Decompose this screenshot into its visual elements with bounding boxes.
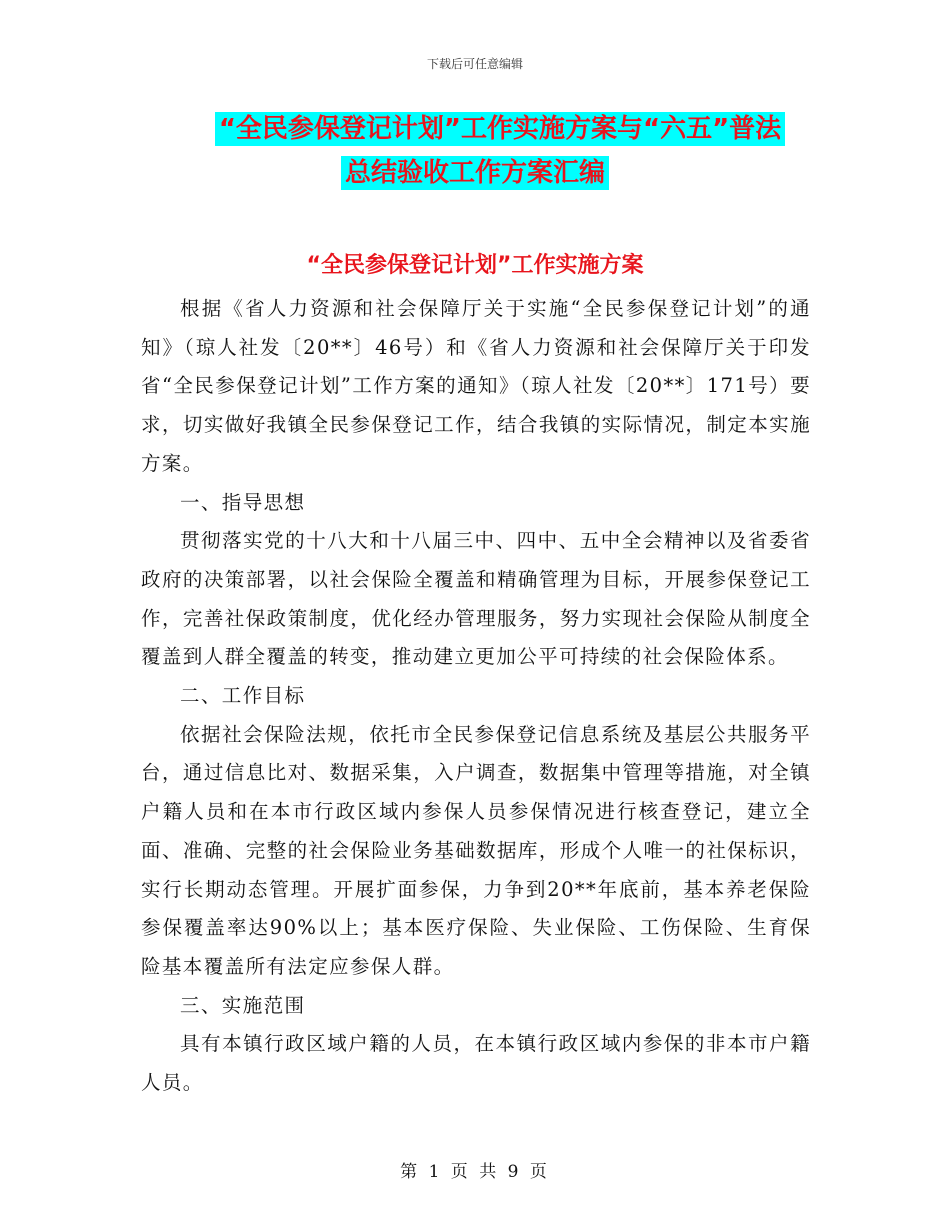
paragraph-scope: 具有本镇行政区域户籍的人员，在本镇行政区域内参保的非本市户籍人员。 xyxy=(141,1032,811,1095)
document-title-line-1 xyxy=(150,112,850,146)
title-highlight-1: “全民参保登记计划”工作实施方案与“六五”普法 xyxy=(215,112,785,146)
paragraph-intro: 根据《省人力资源和社会保障厅关于实施“全民参保登记计划”的通知》（琼人社发〔20**〕46号）和《省人力资源和社会保障厅关于印发省“全民参保登记计划”工作方案的通知》（琼人社发〔20**〕171号）要求，切实做好我镇全民参保登记工作，结合我镇的实际情况，制定本实施方案。 xyxy=(141,297,811,475)
document-title-line-2 xyxy=(140,156,810,190)
header-note: 下载后可任意编辑 xyxy=(426,57,523,71)
page-number-footer: 第 1 页 共 9 页 xyxy=(400,1162,550,1182)
paragraph-guiding-ideology: 贯彻落实党的十八大和十八届三中、四中、五中全会精神以及省委省政府的决策部署，以社会保险全覆盖和精确管理为目标，开展参保登记工作，完善社保政策制度，优化经办管理服务，努力实现社会保险从制度全覆盖到人群全覆盖的转变，推动建立更加公平可持续的社会保险体系。 xyxy=(141,529,811,669)
section-title: “全民参保登记计划”工作实施方案 xyxy=(306,253,644,278)
title-highlight-2: 总结验收工作方案汇编 xyxy=(341,156,609,190)
heading-scope: 三、实施范围 xyxy=(180,993,306,1017)
heading-work-goals: 二、工作目标 xyxy=(180,684,306,708)
document-body xyxy=(141,290,811,1103)
paragraph-work-goals: 依据社会保险法规，依托市全民参保登记信息系统及基层公共服务平台，通过信息比对、数据采集，入户调查，数据集中管理等措施，对全镇户籍人员和在本市行政区域内参保人员参保情况进行核查登记，建立全面、准确、完整的社会保险业务基础数据库，形成个人唯一的社保标识，实行长期动态管理。开展扩面参保，力争到20**年底前，基本养老保险参保覆盖率达90%以上；基本医疗保险、失业保险、工伤保险、生育保险基本覆盖所有法定应参保人群。 xyxy=(141,722,811,978)
heading-guiding-ideology: 一、指导思想 xyxy=(180,490,306,514)
